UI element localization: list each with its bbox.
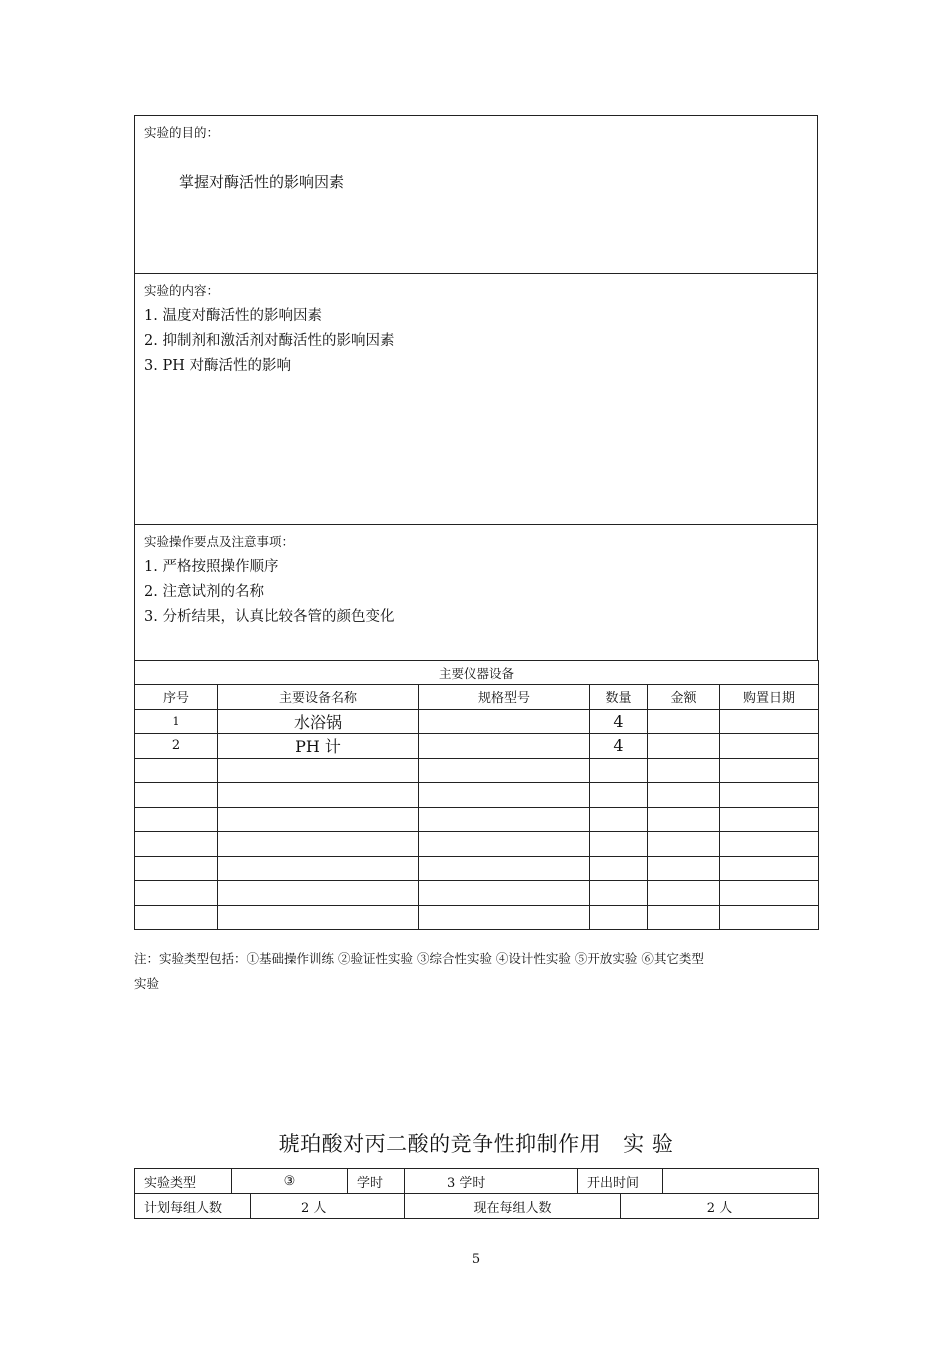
info-label: 开出时间 [578,1169,663,1194]
experiment-sheet [134,115,818,930]
table-cell: 4 [590,734,648,759]
table-cell [135,832,218,857]
content-section [134,273,818,524]
table-row [135,807,819,832]
experiment-suffix: 实 验 [623,1132,674,1156]
table-cell [135,856,218,881]
table-cell [720,881,819,906]
info-label: 学时 [348,1169,405,1194]
table-cell [419,832,590,857]
table-cell: 水浴锅 [218,709,419,734]
table-cell [590,856,648,881]
table-cell [720,856,819,881]
equipment-title-row [135,661,819,685]
content-item: 1. 温度对酶活性的影响因素 [144,308,322,324]
table-cell [135,905,218,930]
info-value [663,1169,819,1194]
notes-section [134,524,818,660]
table-row [135,832,819,857]
table-cell [218,856,419,881]
table-cell [648,881,720,906]
table-cell [419,905,590,930]
table-row [135,856,819,881]
header-cell: 购置日期 [720,685,819,710]
table-cell [135,783,218,808]
experiment-info-row2 [134,1193,819,1219]
table-cell [218,783,419,808]
info-label: 现在每组人数 [405,1194,621,1219]
table-cell [648,709,720,734]
table-cell [419,807,590,832]
info-value: 2 人 [621,1194,819,1219]
table-cell [720,709,819,734]
info-label: 实验类型 [135,1169,232,1194]
experiment-info-row1 [134,1168,819,1194]
notes-item: 2. 注意试剂的名称 [144,584,264,600]
table-cell [218,832,419,857]
equipment-title: 主要仪器设备 [135,661,819,685]
table-cell [720,758,819,783]
table-cell [648,905,720,930]
info-label: 计划每组人数 [135,1194,251,1219]
table-cell [590,881,648,906]
experiment-name: 琥珀酸对丙二酸的竞争性抑制作用 [278,1132,602,1156]
table-cell [648,758,720,783]
info-value: ③ [232,1169,348,1194]
notes-item: 3. 分析结果，认真比较各管的颜色变化 [144,609,395,625]
table-row [135,709,819,734]
content-title: 实验的内容： [144,283,220,298]
table-cell [419,734,590,759]
next-experiment-title [0,1128,952,1158]
table-cell [720,807,819,832]
header-cell: 主要设备名称 [218,685,419,710]
equipment-table [134,660,819,930]
table-cell [590,807,648,832]
table-cell [218,807,419,832]
notes-title: 实验操作要点及注意事项： [144,534,295,549]
table-cell [218,905,419,930]
table-cell [419,856,590,881]
table-cell [419,758,590,783]
table-cell [720,832,819,857]
header-cell: 规格型号 [419,685,590,710]
header-cell: 金额 [648,685,720,710]
table-cell [135,881,218,906]
table-cell [720,905,819,930]
table-cell [419,881,590,906]
table-cell [648,832,720,857]
info-value: 2 人 [251,1194,405,1219]
table-row [135,734,819,759]
table-cell [590,905,648,930]
experiment-type-note [134,946,824,996]
table-row [135,783,819,808]
note-line: 实验 [134,976,160,991]
table-cell [648,856,720,881]
notes-item: 1. 严格按照操作顺序 [144,559,279,575]
purpose-section [134,115,818,273]
header-cell: 序号 [135,685,218,710]
table-cell [720,734,819,759]
content-item: 2. 抑制剂和激活剂对酶活性的影响因素 [144,333,395,349]
table-cell: 4 [590,709,648,734]
table-cell [218,758,419,783]
table-row [135,881,819,906]
table-cell: 2 [135,734,218,759]
table-cell [648,783,720,808]
content-item: 3. PH 对酶活性的影响 [144,358,291,374]
table-cell [590,758,648,783]
table-cell [419,783,590,808]
table-cell [419,709,590,734]
table-row [135,905,819,930]
page-number: 5 [471,1252,481,1267]
table-cell [590,783,648,808]
table-cell [648,807,720,832]
header-cell: 数量 [590,685,648,710]
info-value: 3 学时 [405,1169,578,1194]
purpose-text: 掌握对酶活性的影响因素 [179,173,345,191]
table-cell [135,758,218,783]
table-cell [590,832,648,857]
note-line: 注：实验类型包括：①基础操作训练 ②验证性实验 ③综合性实验 ④设计性实验 ⑤开放实验 ⑥其它类型 [134,951,704,966]
table-cell: 1 [135,709,218,734]
equipment-header-row [135,685,819,710]
table-cell [218,881,419,906]
purpose-title: 实验的目的： [144,125,220,140]
table-row [135,758,819,783]
table-cell [720,783,819,808]
table-cell [648,734,720,759]
table-cell [135,807,218,832]
table-cell: PH 计 [218,734,419,759]
